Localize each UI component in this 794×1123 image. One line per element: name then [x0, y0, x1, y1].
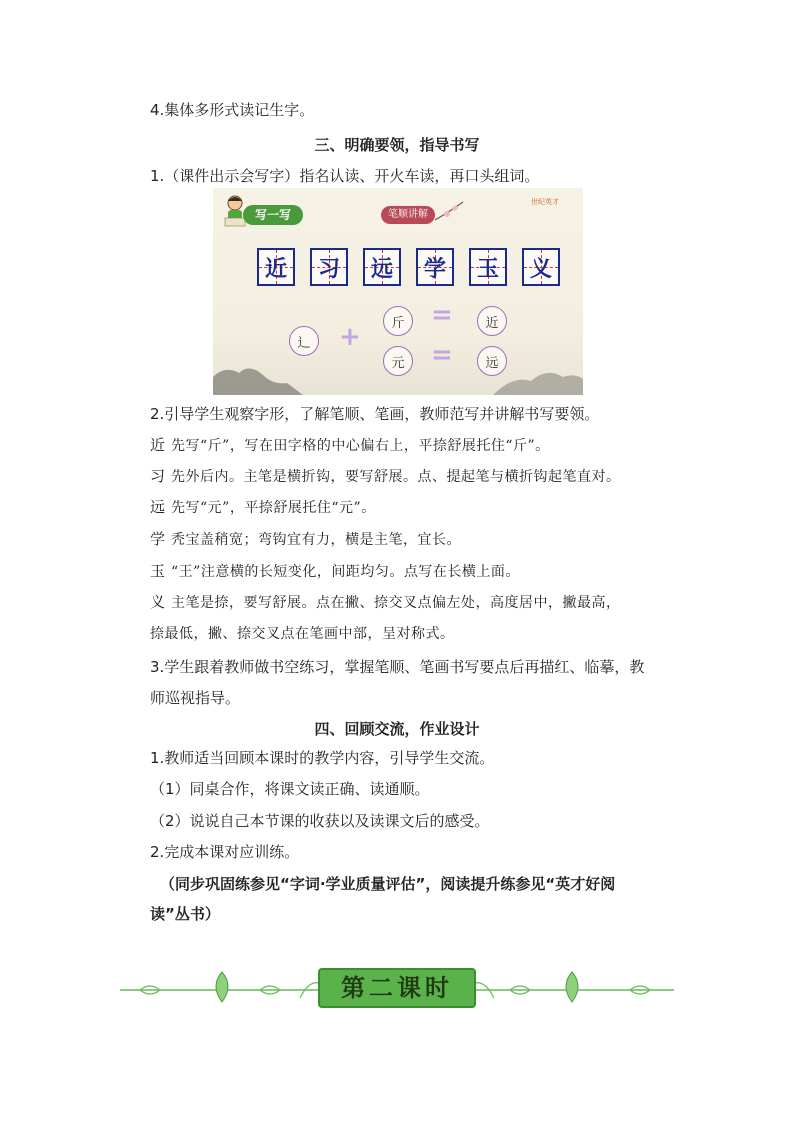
text-line: 4.集体多形式读记生字。 — [150, 101, 315, 119]
character-guide-line — [150, 592, 621, 613]
guide-description: 先写“元”，平捺舒展托住“元”。 — [171, 500, 376, 516]
guide-description: “王”注意横的长短变化，间距均匀。点写在长横上面。 — [171, 564, 520, 580]
stroke-order-title: 笔顺讲解 — [381, 206, 435, 224]
part-circle: 元 — [383, 346, 413, 376]
guide-description: 主笔是捺，要写舒展。点在撇、捺交叉点偏左处，高度居中，撇最高， — [171, 595, 621, 611]
character-guide-line — [150, 529, 461, 550]
part-circle: 斤 — [383, 306, 413, 336]
blossom-icon — [435, 200, 465, 222]
text-line: 2.完成本课对应训练。 — [150, 843, 300, 861]
radical-circle: 辶 — [289, 326, 319, 356]
character-guide-continuation: 捺最低，撇、捺交叉点在笔画中部，呈对称式。 — [150, 626, 455, 642]
character-guide-line — [150, 466, 621, 487]
character-grid-cell: 习 — [310, 248, 348, 286]
text-line: （2）说说自己本节课的收获以及读课文后的感受。 — [150, 812, 490, 830]
guide-description: 秃宝盖稍宽；弯钩宜有力，横是主笔，宜长。 — [171, 532, 462, 548]
character-grid-cell: 远 — [363, 248, 401, 286]
character-grid-cell: 义 — [522, 248, 560, 286]
note-line: 读”丛书） — [150, 905, 220, 923]
publisher-logo: 世纪英才 — [531, 198, 559, 206]
text-line: 师巡视指导。 — [150, 689, 241, 707]
result-circle: 近 — [477, 306, 507, 336]
note-line: （同步巩固练参见“字词·学业质量评估”，阅读提升练参见“英才好阅 — [160, 875, 616, 893]
character-guide-line — [150, 561, 520, 582]
text-line: （1）同桌合作，将课文读正确、读通顺。 — [150, 780, 430, 798]
guide-character: 学 — [150, 530, 166, 548]
character-grid-cell: 近 — [257, 248, 295, 286]
character-guide-line — [150, 497, 376, 518]
text-line: 1.（课件出示会写字）指名认读、开火车读，再口头组词。 — [150, 167, 540, 185]
character-grid-cell: 学 — [416, 248, 454, 286]
guide-description: 先写“斤”，写在田字格的中心偏右上，平捺舒展托住“斤”。 — [171, 438, 550, 454]
section-heading: 三、明确要领，指导书写 — [314, 136, 480, 154]
text-line: 3.学生跟着教师做书空练习，掌握笔顺、笔画书写要点后再描红、临摹，教 — [150, 658, 645, 676]
text-line: 1.教师适当回顾本课时的教学内容，引导学生交流。 — [150, 749, 495, 767]
character-grid-cell: 玉 — [469, 248, 507, 286]
guide-character: 义 — [150, 593, 166, 611]
text-line: 2.引导学生观察字形，了解笔顺、笔画，教师范写并讲解书写要领。 — [150, 405, 600, 423]
character-grid-row — [257, 248, 560, 286]
guide-character: 习 — [150, 467, 166, 485]
guide-character: 近 — [150, 436, 166, 454]
courseware-slide — [213, 188, 583, 395]
guide-character: 玉 — [150, 562, 166, 580]
equals-sign: = — [431, 300, 453, 330]
lesson-banner: 第二课时 — [318, 968, 476, 1008]
guide-character: 远 — [150, 498, 166, 516]
plus-sign: + — [339, 322, 361, 352]
ink-mountains-decoration — [213, 355, 583, 395]
write-badge: 写一写 — [243, 205, 303, 225]
section-heading: 四、回顾交流，作业设计 — [314, 720, 480, 738]
equals-sign: = — [431, 340, 453, 370]
result-circle: 远 — [477, 346, 507, 376]
guide-description: 先外后内。主笔是横折钩，要写舒展。点、提起笔与横折钩起笔直对。 — [171, 469, 621, 485]
character-guide-line — [150, 435, 550, 456]
